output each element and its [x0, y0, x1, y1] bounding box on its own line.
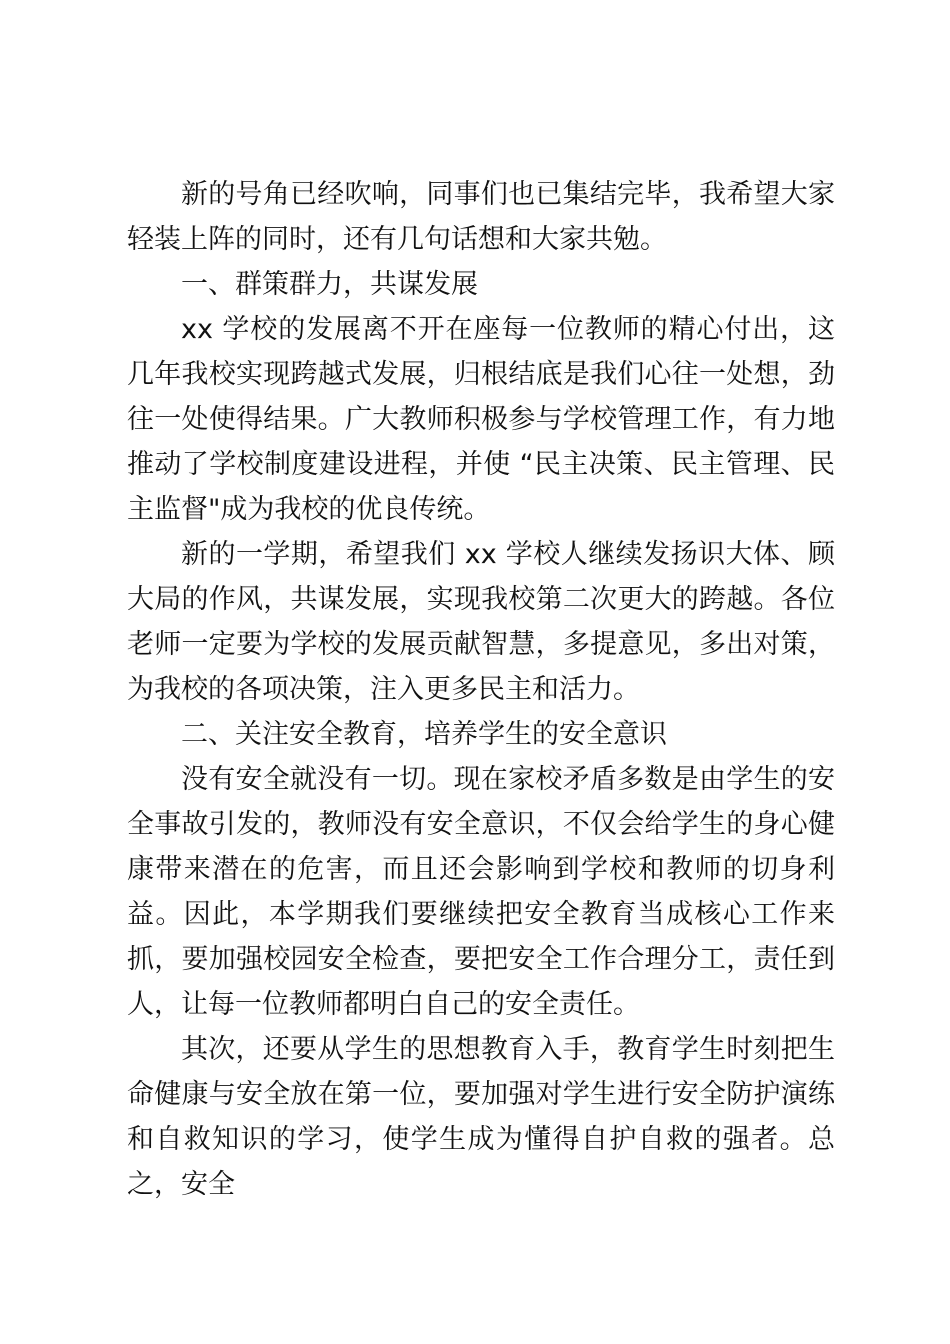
- paragraph-development-2: 新的一学期，希望我们 xx 学校人继续发扬识大体、顾大局的作风，共谋发展，实现我校第二次更大的跨越。各位老师一定要为学校的发展贡献智慧，多提意见，多出对策，为我校的各项决策，注入更多民主和活力。: [127, 539, 835, 705]
- section-heading-2: 二、关注安全教育，培养学生的安全意识: [181, 719, 667, 750]
- paragraph-opening: 新的号角已经吹响，同事们也已集结完毕，我希望大家轻装上阵的同时，还有几句话想和大家共勉。: [127, 179, 835, 255]
- paragraph-safety-2: 其次，还要从学生的思想教育入手，教育学生时刻把生命健康与安全放在第一位，要加强对学生进行安全防护演练和自救知识的学习，使学生成为懂得自护自救的强者。总之，安全: [127, 1034, 835, 1200]
- document-body: [127, 172, 835, 1207]
- paragraph-safety-1: 没有安全就没有一切。现在家校矛盾多数是由学生的安全事故引发的，教师没有安全意识，不仅会给学生的身心健康带来潜在的危害，而且还会影响到学校和教师的切身利益。因此，本学期我们要继续把安全教育当成核心工作来抓，要加强校园安全检查，要把安全工作合理分工，责任到人，让每一位教师都明白自己的安全责任。: [127, 764, 835, 1020]
- paragraph-development-1: xx 学校的发展离不开在座每一位教师的精心付出，这几年我校实现跨越式发展，归根结底是我们心往一处想，劲往一处使得结果。广大教师积极参与学校管理工作，有力地推动了学校制度建设进程，并使 “民主决策、民主管理、民主监督"成为我校的优良传统。: [127, 314, 835, 525]
- section-heading-1: 一、群策群力，共谋发展: [181, 269, 478, 300]
